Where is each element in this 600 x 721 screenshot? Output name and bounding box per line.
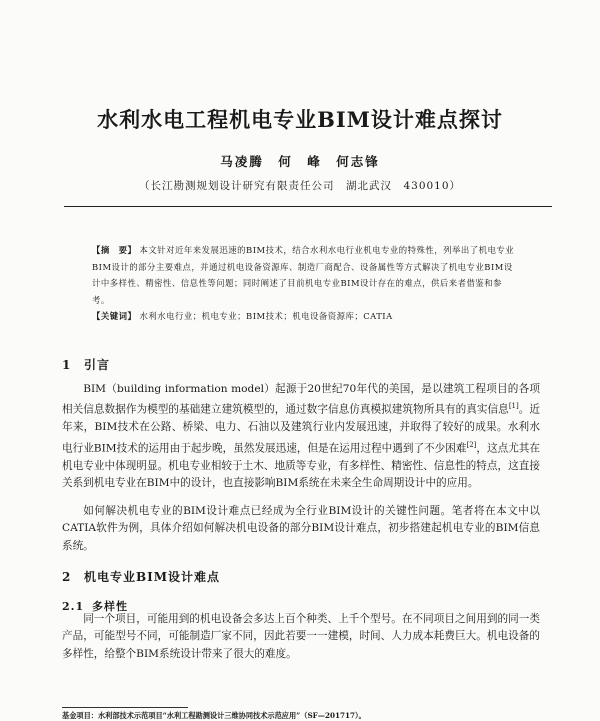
paper-title: 水利水电工程机电专业BIM设计难点探讨 [97,107,503,132]
text-run: BIM（building information model）起源于20世纪70年代的美国，是以建筑工程项目的各项相关信息数据作为模型的基础建立建筑模型的，通过数字信息仿真模拟建筑物所具有的真实信息 [62,383,540,416]
subsection-title: 多样性 [92,600,128,613]
section-heading-2 [62,568,220,585]
section-title: 引言 [84,358,111,372]
section-title: 机电专业BIM设计难点 [84,570,221,584]
header-divider [64,206,552,207]
keywords-paragraph [92,308,517,325]
section-heading-1 [62,356,110,373]
body-paragraph-2: 如何解决机电专业的BIM设计难点已经成为全行业BIM设计的关键性问题。笔者将在本文中以CATIA软件为例，具体介绍如何解决机电设备的部分BIM设计难点，初步搭建起机电专业的BIM信息系统。 [62,505,540,552]
subsection-number: 2.1 [62,600,85,613]
body-paragraph-3: 同一个项目，可能用到的机电设备会多达上百个种类、上千个型号。在不同项目之间用到的同一类产品，可能型号不同，可能制造厂家不同，因此若要一一建模，时间、人力成本耗费巨大。机电设备的多样性，给整个BIM系统设计带来了很大的难度。 [62,613,540,660]
abstract-text: 本文针对近年来发展迅速的BIM技术，结合水利水电行业机电专业的特殊性，列举出了机电专业BIM设计的部分主要难点，并通过机电设备资源库、制造厂商配合、设备属性等方式解决了机电专业BIM设计中多样性、精密性、信息性等问题；同时阐述了目前机电专业BIM设计存在的难点，供后来者借鉴和参考。 [92,245,515,305]
citation-2: [2] [466,440,477,449]
abstract-paragraph [92,242,517,308]
text-run: ，这点尤其在机电专业中体现明显。机电专业相较于土木、地质等专业，有多样性、精密性、信息性的特点，这直接关系到机电专业在BIM中的设计，也直接影响BIM系统在未来全生命周期设计中的应用。 [62,442,540,490]
keywords-label: 【关键词】 [92,311,137,322]
abstract-block [92,242,517,325]
section-number: 2 [62,570,72,584]
keywords-text: 水利水电行业；机电专业；BIM技术；机电设备资源库；CATIA [139,311,393,322]
text-run: 。近年来，BIM技术在公路、桥梁、电力、石油以及建筑行业内发展迅速，并取得了较好的成果。水利水电行业BIM技术的运用由于起步晚，虽然发展迅速，但是在运用过程中遇到了不少困难 [62,403,541,455]
section-number: 1 [62,358,72,372]
abstract-label: 【摘 要】 [92,245,137,255]
citation-1: [1] [508,402,519,411]
funding-footnote: 基金项目：水利部技术示范项目“水利工程勘测设计三维协同技术示范应用”（SF—201717）。 [62,711,366,720]
affiliation: （长江勘测规划设计研究有限责任公司 湖北武汉 430010） [138,180,462,192]
body-paragraph-1 [62,381,540,493]
authors: 马凌腾 何 峰 何志锋 [220,154,380,169]
footnote-divider [62,707,188,708]
